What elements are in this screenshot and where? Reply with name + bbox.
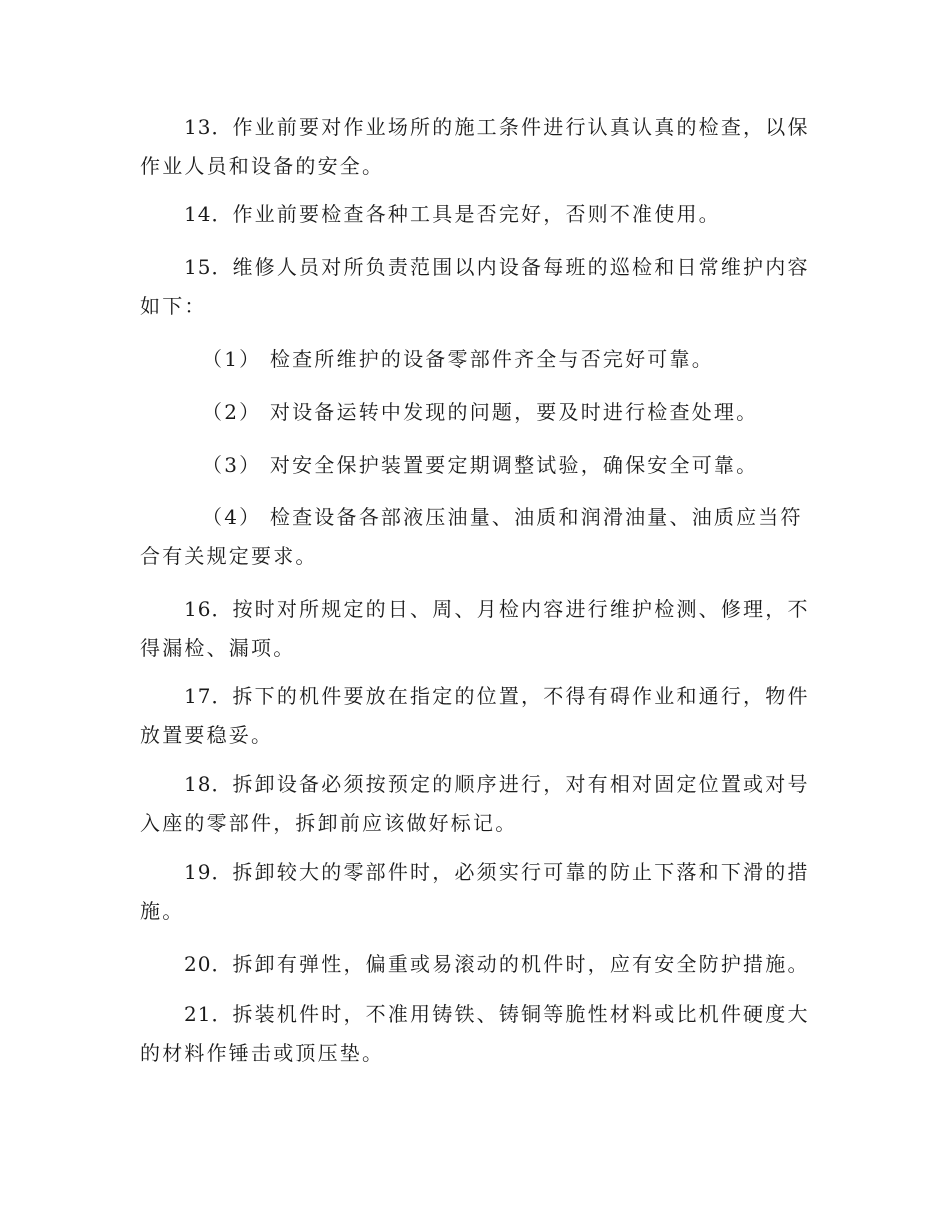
paragraph-item-19 [140, 853, 810, 931]
sub-item-text: 对设备运转中发现的问题，要及时进行检查处理。 [269, 400, 759, 424]
item-number: 14． [184, 202, 233, 226]
paragraph-item-21 [140, 995, 810, 1073]
item-text: 拆卸较大的零部件时，必须实行可靠的防止下落和下滑的措施。 [140, 860, 810, 923]
item-text: 拆装机件时，不准用铸铁、铸铜等脆性材料或比机件硬度大的材料作锤击或顶压垫。 [140, 1002, 810, 1065]
paragraph-item-17 [140, 677, 810, 755]
sub-item-text: 检查所维护的设备零部件齐全与否完好可靠。 [269, 347, 714, 371]
sub-item-3 [140, 446, 810, 485]
item-text: 作业前要检查各种工具是否完好，否则不准使用。 [232, 202, 721, 226]
sub-item-number: （3） [202, 453, 262, 477]
item-text: 按时对所规定的日、周、月检内容进行维护检测、修理，不得漏检、漏项。 [140, 597, 810, 660]
paragraph-item-18 [140, 765, 810, 843]
sub-item-number: （1） [202, 347, 262, 371]
paragraph-item-14 [140, 195, 810, 234]
sub-item-4 [140, 498, 810, 576]
item-number: 19． [184, 860, 233, 884]
item-number: 17． [184, 684, 233, 708]
item-text: 作业前要对作业场所的施工条件进行认真认真的检查，以保作业人员和设备的安全。 [140, 115, 810, 178]
sub-item-number: （2） [202, 400, 262, 424]
paragraph-item-16 [140, 590, 810, 668]
sub-item-text: 检查设备各部液压油量、油质和润滑油量、油质应当符合有关规定要求。 [140, 505, 803, 568]
item-number: 21． [184, 1002, 233, 1026]
item-text: 拆卸有弹性，偏重或易滚动的机件时，应有安全防护措施。 [232, 952, 810, 976]
item-number: 20． [184, 952, 233, 976]
sub-item-number: （4） [202, 505, 262, 529]
item-number: 13． [184, 115, 233, 139]
item-text: 维修人员对所负责范围以内设备每班的巡检和日常维护内容如下： [140, 255, 810, 318]
paragraph-item-13 [140, 108, 810, 186]
sub-item-2 [140, 393, 810, 432]
item-number: 16． [184, 597, 233, 621]
item-number: 15． [184, 255, 233, 279]
paragraph-item-20 [140, 945, 810, 984]
item-number: 18． [184, 772, 233, 796]
item-text: 拆下的机件要放在指定的位置，不得有碍作业和通行，物件放置要稳妥。 [140, 684, 810, 747]
sub-item-text: 对安全保护装置要定期调整试验，确保安全可靠。 [269, 453, 759, 477]
sub-item-1 [140, 340, 810, 379]
paragraph-item-15 [140, 248, 810, 326]
item-text: 拆卸设备必须按预定的顺序进行，对有相对固定位置或对号入座的零部件，拆卸前应该做好标记。 [140, 772, 810, 835]
